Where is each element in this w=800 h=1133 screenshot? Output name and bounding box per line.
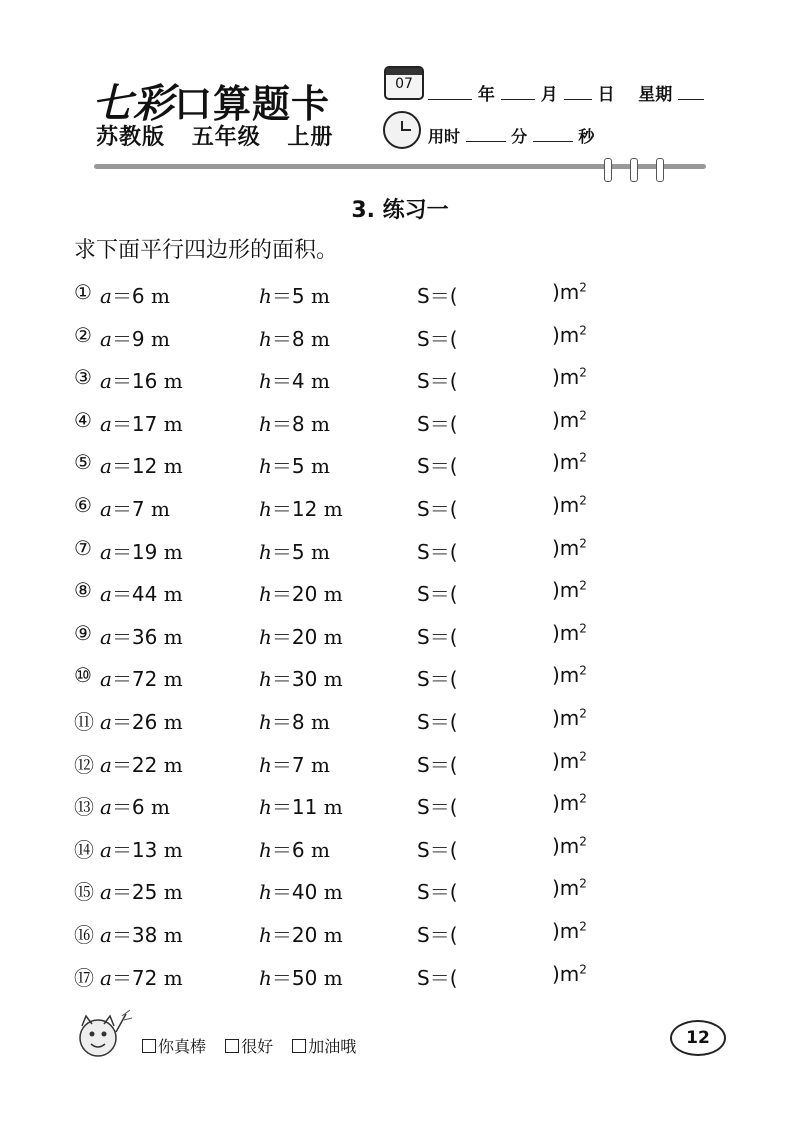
base-value: a＝38 m [100,923,183,947]
height-value: h＝4 m [259,369,330,394]
instruction: 求下面平行四边形的面积。 [74,238,339,263]
height-value: h＝5 m [259,539,330,564]
area-exponent: 2 [579,493,587,508]
time-used-label: 用时 [428,127,461,146]
base-value: a＝6 m [100,795,170,820]
area-exponent: 2 [579,706,587,721]
problem-index: ⑰ [74,965,94,990]
checkbox-icon[interactable] [225,1039,239,1053]
area-exponent: 2 [579,535,587,550]
area-answer-close: )$m^2$ [552,706,587,730]
problem-index: ③ [74,365,92,390]
area-answer-open: S＝( [417,795,458,820]
base-value: a＝12 m [100,454,183,479]
problem-index: ⑨ [74,620,92,645]
area-answer-close: )$m^2$ [552,493,587,517]
problem-index: ⑩ [74,663,92,688]
height-value: h＝20 m [259,582,343,607]
base-value: a＝36 m [100,624,183,649]
area-exponent: 2 [579,791,587,806]
area-answer-close: )$m^2$ [552,535,587,560]
area-answer-close: )$m^2$ [552,663,587,688]
height-value: h＝5 m [259,284,330,308]
mascot-illustration [72,1006,134,1066]
area-answer-open: S＝( [417,326,458,351]
area-answer-close: )$m^2$ [552,578,587,603]
problem-index: ⑮ [74,880,94,905]
base-value: a＝13 m [100,837,183,862]
height-value: h＝30 m [259,667,343,692]
height-value: h＝8 m [259,411,330,436]
area-answer-open: S＝( [417,582,458,607]
base-value: a＝22 m [100,752,183,777]
edition-line [96,120,351,151]
area-answer-close: )$m^2$ [552,919,587,943]
badge-good[interactable]: 很好 [225,1037,273,1056]
area-answer-open: S＝( [417,539,458,564]
edition-grade: 五年级 [191,125,261,150]
area-exponent: 2 [579,578,587,593]
area-answer-close: )$m^2$ [552,407,587,432]
area-answer-open: S＝( [417,965,458,990]
height-value: h＝7 m [259,752,330,777]
base-value: a＝19 m [100,539,183,564]
day-label: 日 [597,85,615,105]
base-value: a＝16 m [100,369,183,394]
height-value: h＝40 m [259,880,343,905]
minutes-label: 分 [511,127,528,146]
section-title: 3. 练习一 [351,198,449,223]
problem-index: ⑯ [74,923,94,947]
edition-volume: 上册 [287,125,334,150]
base-value: a＝9 m [100,326,170,351]
area-answer-open: S＝( [417,497,458,521]
problem-index: ④ [74,407,92,432]
area-answer-open: S＝( [417,752,458,777]
height-value: h＝11 m [259,795,343,820]
area-answer-close: )$m^2$ [552,876,587,901]
area-answer-close: )$m^2$ [552,620,587,645]
area-exponent: 2 [579,408,587,423]
problem-index: ① [74,280,92,304]
base-value: a＝44 m [100,582,183,607]
area-exponent: 2 [579,280,587,295]
edition-publisher: 苏教版 [96,125,166,150]
area-exponent: 2 [579,365,587,380]
base-value: a＝72 m [100,965,183,990]
year-label: 年 [477,85,495,105]
base-value: a＝25 m [100,880,183,905]
checkbox-icon[interactable] [292,1039,306,1053]
height-value: h＝8 m [259,326,330,351]
base-value: a＝6 m [100,284,170,308]
area-exponent: 2 [579,663,587,678]
base-value: a＝17 m [100,411,183,436]
seconds-label: 秒 [578,127,595,146]
badge-great[interactable]: 你真棒 [142,1037,206,1056]
base-value: a＝26 m [100,710,183,734]
problem-index: ⑬ [74,795,94,820]
area-exponent: 2 [579,322,587,337]
month-label: 月 [540,85,558,105]
area-answer-close: )$m^2$ [552,365,587,390]
height-value: h＝6 m [259,837,330,862]
area-exponent: 2 [579,621,587,636]
area-answer-close: )$m^2$ [552,280,587,304]
area-answer-open: S＝( [417,454,458,479]
base-value: a＝7 m [100,497,170,521]
page-number: 12 [670,1020,726,1056]
area-answer-open: S＝( [417,411,458,436]
area-answer-open: S＝( [417,710,458,734]
problem-index: ⑪ [74,710,94,734]
area-answer-open: S＝( [417,624,458,649]
area-exponent: 2 [579,876,587,891]
area-answer-open: S＝( [417,369,458,394]
problem-index: ⑥ [74,493,92,517]
area-answer-open: S＝( [417,837,458,862]
height-value: h＝5 m [259,454,330,479]
weekday-label: 星期 [638,85,673,105]
area-answer-open: S＝( [417,667,458,692]
area-answer-close: )$m^2$ [552,833,587,858]
area-answer-close: )$m^2$ [552,961,587,986]
clock-icon [383,111,421,149]
area-answer-open: S＝( [417,284,458,308]
evaluation-badges [142,1034,370,1057]
height-value: h＝20 m [259,923,343,947]
logo-first: 七彩 [92,80,174,127]
problem-index: ⑭ [74,837,94,862]
area-exponent: 2 [579,748,587,763]
area-answer-close: )$m^2$ [552,450,587,475]
height-value: h＝8 m [259,710,330,734]
area-exponent: 2 [579,450,587,465]
calendar-icon [384,66,424,100]
area-answer-close: )$m^2$ [552,791,587,816]
base-value: a＝72 m [100,667,183,692]
time-fill-line [428,124,594,147]
area-answer-close: )$m^2$ [552,748,587,773]
checkbox-icon[interactable] [142,1039,156,1053]
badge-keep-going[interactable]: 加油哦 [292,1037,356,1056]
area-exponent: 2 [579,961,587,976]
area-exponent: 2 [579,834,587,849]
date-fill-line [428,80,704,105]
area-exponent: 2 [579,919,587,934]
header-divider [94,164,706,169]
height-value: h＝20 m [259,624,343,649]
height-value: h＝12 m [259,497,343,521]
problem-index: ② [74,322,92,347]
area-answer-open: S＝( [417,880,458,905]
logo-rest: 口算题卡 [174,82,331,126]
problem-index: ⑤ [74,450,92,475]
problem-index: ⑦ [74,535,92,560]
calendar-day: 07 [395,76,413,92]
problem-index: ⑫ [74,752,94,777]
area-answer-close: )$m^2$ [552,322,587,347]
problem-index: ⑧ [74,578,92,603]
height-value: h＝50 m [259,965,343,990]
area-answer-open: S＝( [417,923,458,947]
